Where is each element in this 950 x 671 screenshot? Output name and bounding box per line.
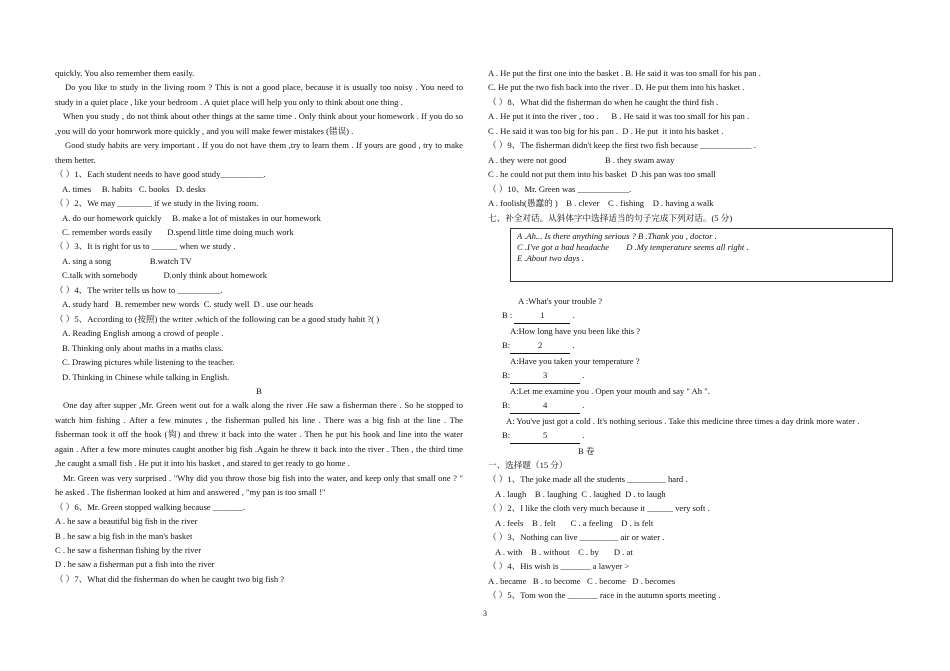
question-8-options-cd: C . He said it was too big for his pan . D . He put it into his basket . [488,125,724,136]
choice-question-1-options: A . laugh B . laughing C . laughed D . to laugh [495,488,666,499]
question-10-options: A . foolish(愚蠢的 ) B . clever C . fishing D . having a walk [488,198,714,209]
question-6-option-d: D . he saw a fisherman put a fish into the river [55,559,215,570]
question-2-options-cd: C. remember words easily D.spend little time doing much work [62,226,294,237]
choice-line: A .Ah... Is there anything serious ? B .Thank you , doctor . [517,230,717,241]
answer-choices-box [510,228,893,282]
choice-question-1: （ ）1、The joke made all the students _________ hard . [488,474,688,485]
question-8: （ ）8、What did the fisherman do when he caught the third fish . [488,96,719,107]
answer-blank-5[interactable]: 5 [510,428,580,443]
choice-line: E .About two days . [517,252,584,263]
question-6-option-c: C . he saw a fisherman fishing by the river [55,544,202,555]
answer-blank-3[interactable]: 3 [510,368,580,383]
question-10: （ ）10、Mr. Green was ____________. [488,183,632,194]
page-number: 3 [483,609,487,618]
question-7: （ ）7、What did the fisherman do when he caught two big fish ? [55,573,285,584]
choice-question-4: （ ）4、His wish is _______ a lawyer > [488,561,630,572]
passage-line: quickly. You also remember them easily. [55,68,195,78]
question-1: （ ）1、Each student needs to have good study__________. [55,169,266,180]
question-9-options-ab: A . they were not good B . they swam away [488,154,675,165]
question-6: （ ）6、Mr. Green stopped walking because _______. [55,501,245,512]
choice-question-5: （ ）5、Tom won the _______ race in the autumn sports meeting . [488,590,721,601]
story-paragraph: One day after supper ,Mr. Green went out for a walk along the river .He saw a fisherman there . So he stopped to watch him fishing . After a few minutes , the fisherman pulled his line . There was a big fish at the line . The fisherman took it off the hook (钩) and threw it back into the water . Then he put his hook and line into the water again . After a few more minutes caught another big fish .Again he threw it back into the river . Then , the third time ,he caught a small fish . He put it into his basket , and stared to get ready to go home . [55,400,463,469]
section-b-juan-heading: B 卷 [578,445,595,456]
answer-blank-4[interactable]: 4 [510,398,580,413]
question-4: （ ）4、The writer tells us how to __________. [55,284,223,295]
question-6-option-a: A . he saw a beautiful big fish in the river [55,516,198,527]
question-8-options-ab: A . He put it into the river , too . B . He said it was too small for his pan . [488,111,750,122]
left-column [55,66,463,586]
question-7-options-ab: A . He put the first one into the basket . B. He said it was too small for his pan . [488,68,761,78]
choice-question-3-options: A . with B . without C . by D . at [495,546,633,557]
answer-blank-1[interactable]: 1 [514,308,570,323]
right-column [488,66,898,603]
section-b-heading: B [256,385,262,396]
question-5-option-d: D. Thinking in Chinese while talking in English. [62,371,230,382]
dialogue-line: A :What's your trouble ? [518,295,603,306]
question-6-option-b: B . he saw a big fish in the man's basket [55,530,193,541]
passage-paragraph: Good study habits are very important . If you do not have them ,try to learn them . If yours are good , try to make them better. [55,140,463,165]
question-1-options: A. times B. habits C. books D. desks [62,183,206,194]
speaker-label: B: [502,340,511,351]
choice-question-4-options: A . became B . to become C . become D . becomes [488,575,676,586]
question-3-options-cd: C.talk with somebody D.only think about homework [62,270,268,281]
dialogue-answer-5: B: 5 . [488,428,898,443]
dialogue-line: A:How long have you been like this ? [510,325,641,336]
question-3-options-ab: A. sing a song B.watch TV [62,255,192,266]
speaker-label: B: [502,400,511,411]
dialogue-line: A:Have you taken your temperature ? [510,355,640,366]
story-paragraph: Mr. Green was very surprised . "Why did you throw those big fish into the water, and keep only that small one ? " he asked . The fisherman looked at him and answered , "my pan is too small !" [55,472,463,498]
dialogue-answer-1: B : 1 . [488,308,898,323]
choice-question-3: （ ）3、Nothing can live _________ air or water . [488,532,665,543]
question-5: （ ）5、According to (按照) the writer .which of the following can be a good study habit ?( ) [55,313,380,324]
speaker-label: B: [502,370,511,381]
passage-paragraph: Do you like to study in the living room ? This is not a good place, because it is usually too noisy . You need to study in a quiet place , like your bedroom . A quiet place will help you only to think about one thing . [55,82,463,107]
dialogue-answer-3: B: 3 . [488,368,898,383]
dialogue-answer-2: B: 2 . [488,338,898,353]
question-7-options-cd: C. He put the two fish back into the river . D. He put them into his basket . [488,82,745,93]
dialogue-line: A:Let me examine you . Open your mouth and say " Ah ". [510,385,710,396]
question-2: （ ）2、We may ________ if we study in the living room. [55,198,259,209]
dialogue-answer-4: B: 4 . [488,398,898,413]
dialogue-line: A: You've just got a cold . It's nothing serious . Take this medicine three times a day drink more water . [506,415,860,426]
section-7-heading: 七、补全对话。从斜体字中选择适当的句子完成下列对话。(5 分) [488,212,733,223]
question-4-options: A. study hard B. remember new words C. study well D . use our heads [62,299,314,310]
section-1-heading: 一、选择题（15 分） [488,459,568,470]
choice-line: C .I've got a bad headache D .My temperature seems all right . [517,241,749,252]
question-3: （ ）3、It is right for us to ______ when we study . [55,241,236,252]
speaker-label: B : [502,310,513,321]
question-9: （ ）9、The fisherman didn't keep the first two fish because ____________ . [488,140,756,151]
choice-question-2: （ ）2、I like the cloth very much because it ______ very soft . [488,503,710,514]
question-5-option-c: C. Drawing pictures while listening to the teacher. [62,357,235,368]
speaker-label: B: [502,430,511,441]
answer-blank-2[interactable]: 2 [510,338,570,353]
question-5-option-a: A. Reading English among a crowd of people . [62,328,224,339]
question-2-options-ab: A. do our homework quickly B. make a lot of mistakes in our homework [62,212,321,223]
question-9-options-cd: C . he could not put them into his basket D .his pan was too small [488,169,716,180]
passage-paragraph: When you study , do not think about other things at the same time . Only think about your homework . If you do so ,you will do your homrwork more quickly , and you will make fewer mistakes (错误) . [55,111,463,136]
choice-question-2-options: A . feels B . felt C . a feeling D . is felt [495,517,654,528]
question-5-option-b: B. Thinking only about maths in a maths class. [62,342,224,353]
